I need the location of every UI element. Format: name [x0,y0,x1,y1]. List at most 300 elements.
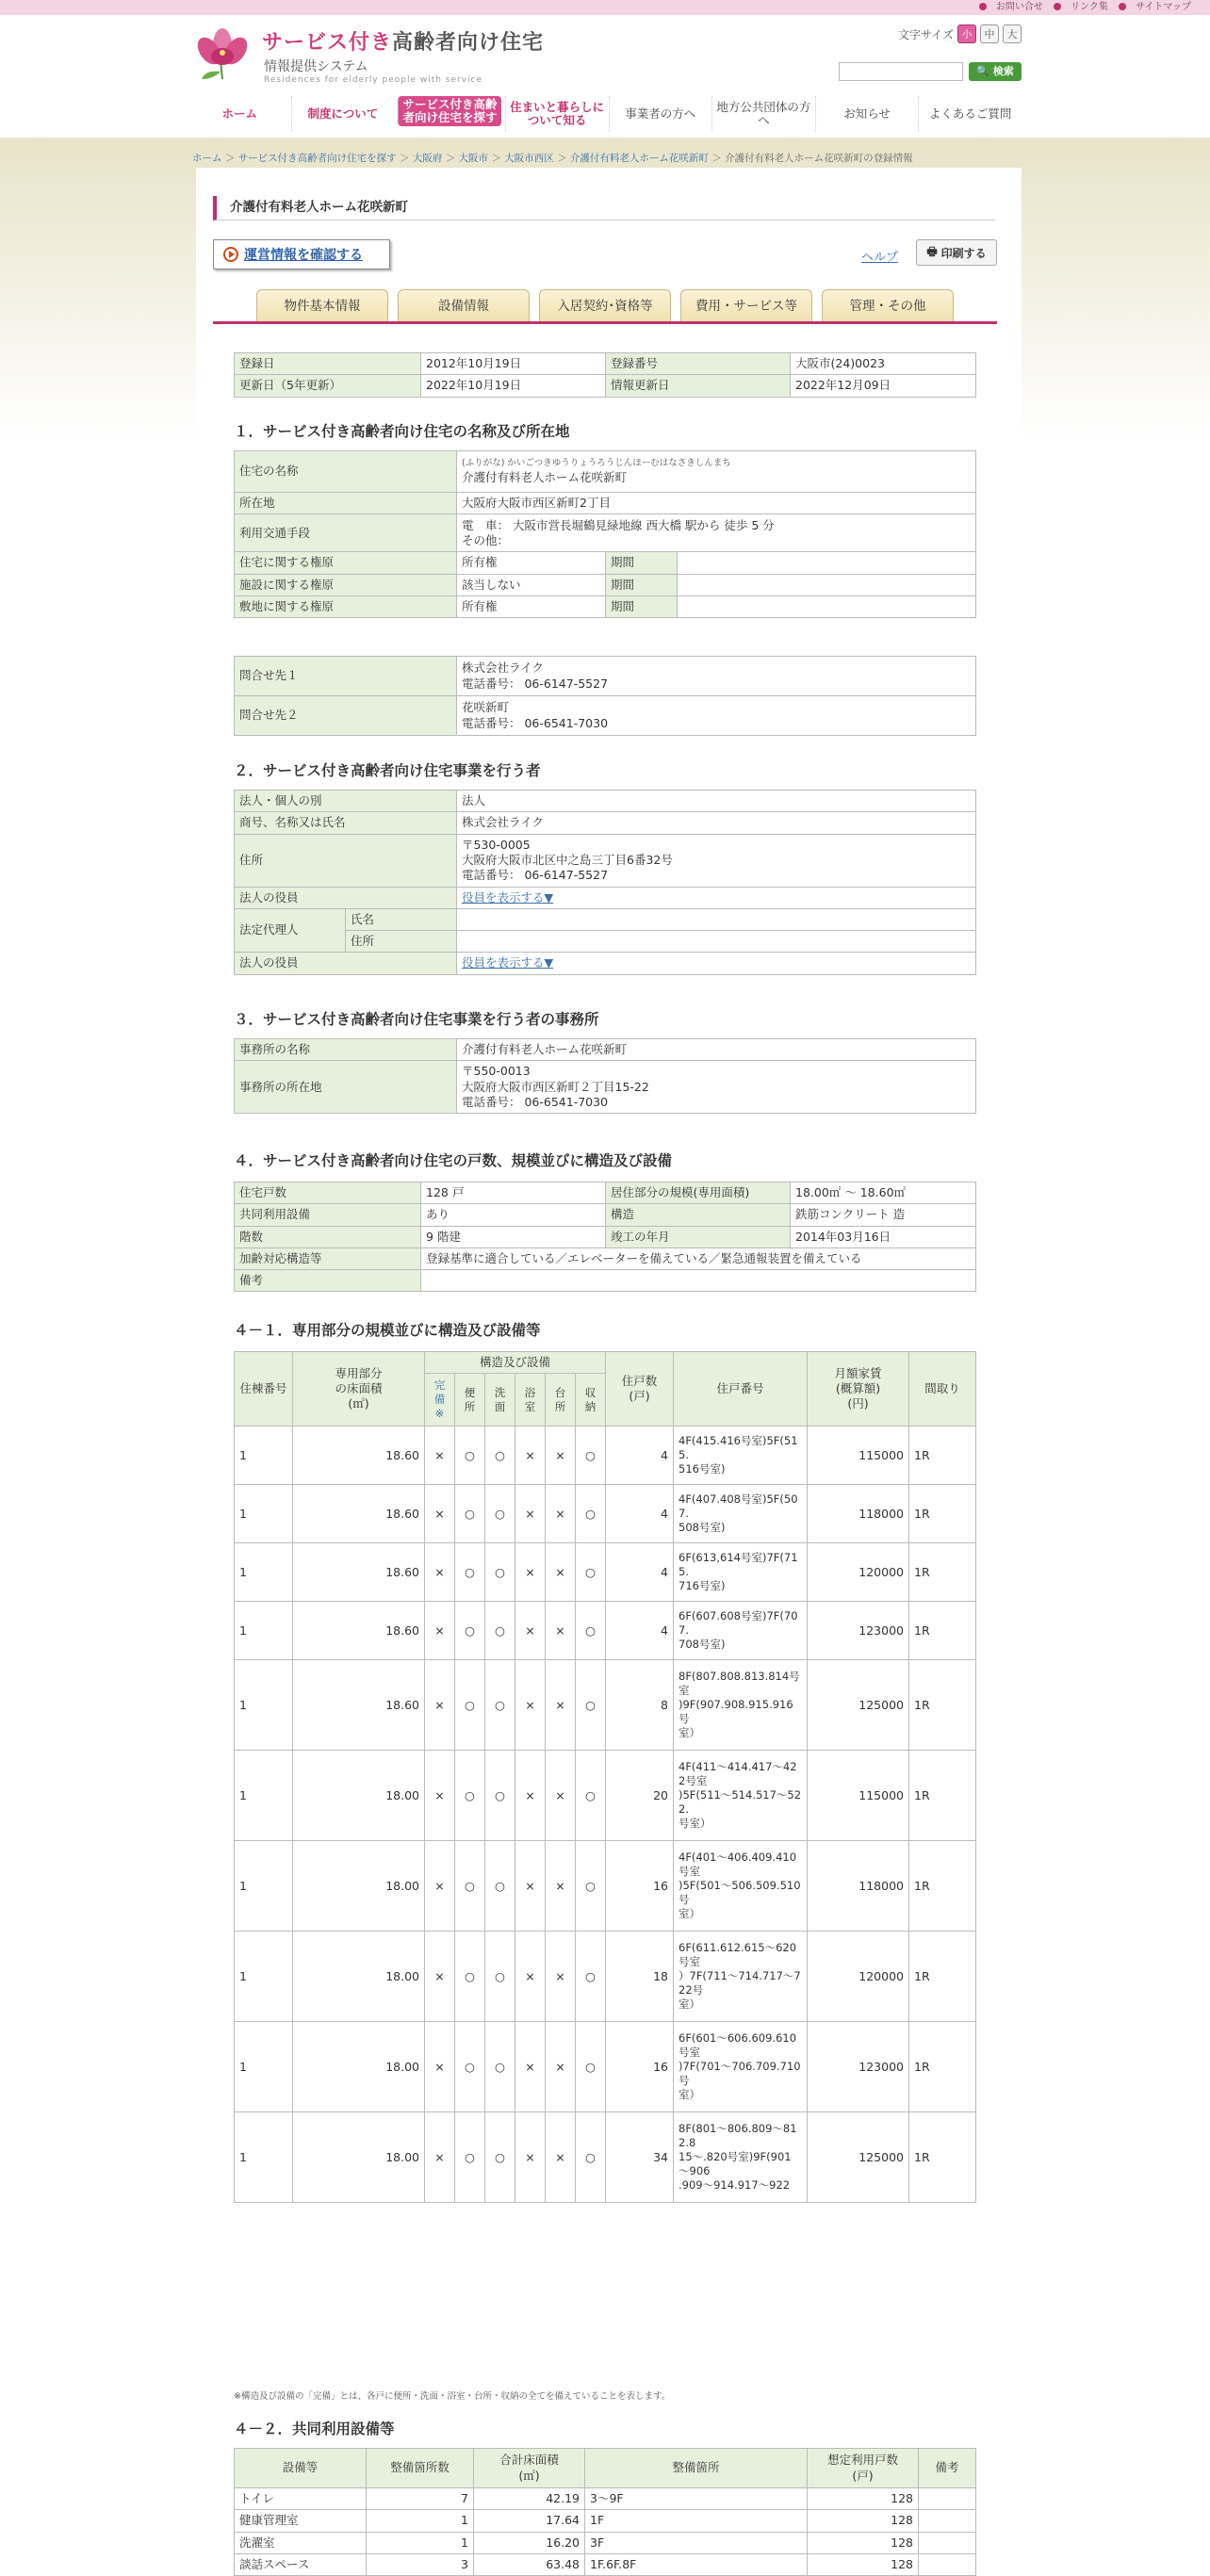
unit-row [235,1427,976,1485]
unit-cell-area: 18.00 [293,1841,425,1932]
unit-cell-w: ○ [485,2022,515,2112]
facility-cell-users: 128 [808,2532,919,2553]
page-title: 介護付有料老人ホーム花咲新町 [213,196,995,220]
unit-cell-ba: × [515,1932,546,2022]
help-link[interactable]: ヘルプ [861,251,899,265]
facility-cell-count: 7 [367,2488,474,2510]
unit-cell-lay: 1R [909,1751,976,1841]
facility-cell-place: 3～9F [585,2488,808,2510]
col-locations: 整備箇所 [585,2449,808,2488]
unit-cell-c: × [425,1427,455,1485]
unit-cell-t: ○ [455,1841,485,1932]
structure-label: 構造 [606,1204,791,1226]
right-facility: 該当しない [457,574,606,595]
breadcrumb: ホーム ＞ サービス付き高齢者向け住宅を探す ＞ 大阪府 ＞ 大阪市 ＞ 大阪市西区 ＞ 介護付有料老人ホーム花咲新町 ＞ 介護付有料老人ホーム花咲新町の登録情報 [192,153,913,164]
remarks-label: 備考 [235,1270,421,1292]
unit-row [235,1841,976,1932]
unit-cell-rent: 123000 [808,2022,909,2112]
unit-cell-c: × [425,1602,455,1660]
unit-cell-lay: 1R [909,2022,976,2112]
residence-name-label: 住宅の名称 [235,451,457,493]
operator-address-label: 住所 [235,834,457,887]
registration-table [234,352,976,398]
unit-cell-rent: 125000 [808,2112,909,2203]
unit-cell-n: 16 [606,1841,674,1932]
unit-cell-s: ○ [576,1751,606,1841]
unit-cell-t: ○ [455,1485,485,1543]
right-land-label: 敷地に関する権原 [235,595,457,617]
unit-cell-b: 1 [235,1485,293,1543]
unit-cell-rooms: 4F(415.416号室)5F(515. 516号室) [674,1427,808,1485]
unit-cell-ba: × [515,2112,546,2203]
unit-cell-ba: × [515,1841,546,1932]
show-officers-link[interactable]: 役員を表示する▼ [462,889,554,905]
facility-cell-count: 1 [367,2532,474,2553]
trade-name: 株式会社ライク [457,812,976,834]
section-4-table [234,1182,976,1292]
access-train: 電 車： 大阪市営長堀鶴見緑地線 西大橋 駅から 徒歩 5 分 [462,517,775,532]
unit-cell-s: ○ [576,1841,606,1932]
unit-cell-s: ○ [576,1543,606,1602]
officer-label: 法人の役員 [235,887,457,908]
unit-cell-n: 4 [606,1602,674,1660]
barrier-free: 登録基準に適合している／エレベーターを備えている／緊急通報装置を備えている [421,1247,976,1269]
unit-cell-k: × [546,1660,576,1751]
section-3-heading: ３．サービス付き高齢者向け住宅事業を行う者の事務所 [234,1011,599,1028]
unit-cell-b: 1 [235,1841,293,1932]
unit-cell-rent: 118000 [808,1841,909,1932]
unit-cell-ba: × [515,1427,546,1485]
unit-cell-k: × [546,1751,576,1841]
breadcrumb-prefecture[interactable]: 大阪府 [412,153,443,164]
facility-cell-name: 談話スペース [235,2553,367,2575]
facility-cell-place: 3F [585,2532,808,2553]
tab-costs[interactable]: 費用・サービス等 [680,289,812,321]
facility-cell-note [919,2510,976,2532]
unit-cell-area: 18.60 [293,1485,425,1543]
unit-cell-n: 20 [606,1751,674,1841]
sitemap-link[interactable]: サイトマップ [1119,2,1191,12]
unit-cell-area: 18.00 [293,1751,425,1841]
agent-name-label: 氏名 [346,908,457,930]
unit-cell-ba: × [515,1751,546,1841]
structure: 鉄筋コンクリート 造 [791,1204,976,1226]
unit-cell-w: ○ [485,1543,515,1602]
unit-cell-n: 4 [606,1427,674,1485]
facility-cell-place: 1F [585,2510,808,2532]
operator-address: 大阪府大阪市北区中之島三丁目6番32号 [462,852,673,867]
unit-cell-b: 1 [235,1660,293,1751]
section-4-1-heading: ４－１．専用部分の規模並びに構造及び設備等 [234,1322,541,1339]
unit-cell-rooms: 6F(607.608号室)7F(707. 708号室) [674,1602,808,1660]
reg-no: 大阪市(24)0023 [791,353,976,375]
unit-cell-k: × [546,1932,576,2022]
unit-cell-lay: 1R [909,1485,976,1543]
unit-cell-b: 1 [235,2022,293,2112]
barrier-free-label: 加齢対応構造等 [235,1247,421,1269]
nav-news[interactable]: お知らせ [815,96,919,132]
unit-cell-rent: 118000 [808,1485,909,1543]
unit-cell-rooms: 4F(401～406.409.410号室 )5F(501～506.509.510号 室） [674,1841,808,1932]
officer-label-2: 法人の役員 [235,953,457,974]
links-link[interactable]: リンク集 [1054,2,1108,12]
unit-cell-t: ○ [455,1602,485,1660]
main-content [196,168,1022,2571]
breadcrumb-ward[interactable]: 大阪市西区 [504,153,554,164]
unit-cell-lay: 1R [909,1543,976,1602]
nav-system[interactable]: 制度について [291,96,395,132]
access-other: その他： [462,532,510,547]
office-location-label: 事務所の所在地 [235,1061,457,1114]
unit-size-label: 居住部分の規模(専用面積) [606,1182,791,1204]
unit-cell-rooms: 6F(611.612.615～620号室 ）7F(711～714.717～722号 室） [674,1932,808,2022]
col-rent: 月額家賃 (概算額) (円) [808,1352,909,1427]
font-size-medium-button[interactable]: 中 [980,24,999,43]
facility-cell-users: 128 [808,2553,919,2575]
residence-name-ruby: (ふりがな) かいごつきゆうりょうろうじんほーむはなさきしんまち [462,458,731,469]
floors: 9 階建 [421,1226,606,1247]
common-facility-row [235,2488,976,2510]
legal-agent-label: 法定代理人 [235,908,346,953]
unit-cell-rent: 120000 [808,1543,909,1602]
col-kitchen: 台 所 [546,1374,576,1427]
unit-cell-area: 18.60 [293,1602,425,1660]
common-facility-row [235,2532,976,2553]
search-box [839,62,1022,81]
info-update-label: 情報更新日 [606,375,791,397]
unit-cell-t: ○ [455,2022,485,2112]
update-date: 2022年10月19日 [421,375,606,397]
unit-cell-ba: × [515,1543,546,1602]
tab-management[interactable]: 管理・その他 [822,289,954,321]
unit-cell-w: ○ [485,1660,515,1751]
unit-cell-area: 18.00 [293,2112,425,2203]
unit-cell-area: 18.60 [293,1427,425,1485]
facility-cell-name: 洗濯室 [235,2532,367,2553]
unit-cell-b: 1 [235,1751,293,1841]
unit-cell-k: × [546,1427,576,1485]
unit-cell-c: × [425,2112,455,2203]
unit-cell-rooms: 8F(807.808.813.814号室 )9F(907.908.915.916号 室） [674,1660,808,1751]
unit-cell-lay: 1R [909,1932,976,2022]
entity-type: 法人 [457,791,976,812]
address: 大阪府大阪市西区新町2丁目 [457,493,976,514]
facility-cell-name: 健康管理室 [235,2510,367,2532]
unit-cell-s: ○ [576,1485,606,1543]
facility-cell-note [919,2488,976,2510]
unit-cell-area: 18.00 [293,1932,425,2022]
completion-label: 竣工の年月 [606,1226,791,1247]
unit-cell-rent: 123000 [808,1602,909,1660]
facility-cell-users: 128 [808,2510,919,2532]
main-nav [188,96,1022,132]
breadcrumb-current: 介護付有料老人ホーム花咲新町の登録情報 [725,153,913,164]
right-residence: 所有権 [457,552,606,574]
office-postal: 〒550-0013 [462,1064,531,1079]
office-name: 介護付有料老人ホーム花咲新町 [457,1039,976,1061]
contact-2-name: 花咲新町 [462,700,510,715]
tab-contract[interactable]: 入居契約･資格等 [539,289,671,321]
unit-cell-n: 18 [606,1932,674,2022]
info-update-date: 2022年12月09日 [791,375,976,397]
nav-living[interactable]: 住まいと暮らしについて知る [505,96,609,132]
unit-cell-ba: × [515,1660,546,1751]
contact-2-label: 問合せ先２ [235,696,457,736]
breadcrumb-facility[interactable]: 介護付有料老人ホーム花咲新町 [569,153,709,164]
unit-cell-c: × [425,1485,455,1543]
section-3-table [234,1038,976,1114]
col-storage: 収 納 [576,1374,606,1427]
common-facility-row [235,2510,976,2532]
unit-cell-t: ○ [455,1660,485,1751]
col-total-area: 合計床面積 (㎡) [474,2449,585,2488]
unit-cell-n: 34 [606,2112,674,2203]
unit-cell-b: 1 [235,1602,293,1660]
office-name-label: 事務所の名称 [235,1039,457,1061]
search-button[interactable]: 🔍 検索 [969,62,1022,81]
contact-1-name: 株式会社ライク [462,660,544,676]
section-2-table [234,790,976,975]
agent-address-label: 住所 [346,931,457,953]
operator-tel: 電話番号： 06-6147-5527 [462,868,609,883]
col-locations-count: 整備箇所数 [367,2449,474,2488]
unit-cell-rent: 120000 [808,1932,909,2022]
unit-table [234,1351,976,2203]
unit-cell-rooms: 6F(613,614号室)7F(715. 716号室) [674,1543,808,1602]
nav-home[interactable]: ホーム [221,106,258,121]
unit-cell-ba: × [515,1485,546,1543]
period-label: 期間 [606,552,678,574]
unit-cell-w: ○ [485,1602,515,1660]
unit-cell-k: × [546,1841,576,1932]
access-label: 利用交通手段 [235,514,457,552]
unit-cell-rooms: 4F(407.408号室)5F(507. 508号室) [674,1485,808,1543]
unit-cell-s: ○ [576,1660,606,1751]
unit-row [235,1485,976,1543]
printer-icon: 🖶 [926,244,938,258]
facility-cell-area: 42.19 [474,2488,585,2510]
address-label: 所在地 [235,493,457,514]
site-header [188,15,1022,134]
unit-row [235,2112,976,2203]
unit-cell-s: ○ [576,2022,606,2112]
col-toilet: 便 所 [455,1374,485,1427]
unit-row [235,2022,976,2112]
unit-cell-w: ○ [485,1427,515,1485]
unit-count: 128 戸 [421,1182,606,1204]
section-4-heading: ４．サービス付き高齢者向け住宅の戸数、規模並びに構造及び設備 [234,1152,673,1169]
unit-cell-lay: 1R [909,1660,976,1751]
facility-cell-count: 3 [367,2553,474,2575]
font-size-control [898,24,1022,43]
unit-cell-b: 1 [235,1427,293,1485]
unit-row [235,1660,976,1751]
contact-1-label: 問合せ先１ [235,657,457,696]
unit-cell-lay: 1R [909,1602,976,1660]
office-address: 大阪府大阪市西区新町２丁目15-22 [462,1079,649,1094]
unit-cell-rent: 125000 [808,1660,909,1751]
col-washbasin: 洗 面 [485,1374,515,1427]
col-facility: 設備等 [235,2449,367,2488]
unit-cell-k: × [546,2022,576,2112]
period-label: 期間 [606,574,678,595]
unit-cell-s: ○ [576,1427,606,1485]
unit-cell-k: × [546,1543,576,1602]
breadcrumb-home[interactable]: ホーム [192,153,222,164]
unit-cell-t: ○ [455,2112,485,2203]
floors-label: 階数 [235,1226,421,1247]
facility-cell-note [919,2532,976,2553]
unit-count-label: 住宅戸数 [235,1182,421,1204]
unit-cell-c: × [425,1660,455,1751]
facility-cell-area: 17.64 [474,2510,585,2532]
site-english-tagline: Residences for elderly people with service [264,75,483,85]
right-land: 所有権 [457,595,606,617]
unit-cell-n: 4 [606,1485,674,1543]
search-input[interactable] [839,62,963,81]
unit-cell-area: 18.60 [293,1543,425,1602]
unit-cell-w: ○ [485,1932,515,2022]
unit-cell-w: ○ [485,1751,515,1841]
unit-cell-t: ○ [455,1543,485,1602]
update-date-label: 更新日（5年更新） [235,375,421,397]
common-facility-row [235,2553,976,2575]
unit-cell-b: 1 [235,1543,293,1602]
facility-cell-name: トイレ [235,2488,367,2510]
unit-cell-area: 18.00 [293,2022,425,2112]
entity-type-label: 法人・個人の別 [235,791,457,812]
breadcrumb-search[interactable]: サービス付き高齢者向け住宅を探す [237,153,397,164]
contact-2-tel: 電話番号： 06-6541-7030 [462,715,609,730]
flower-logo-icon [188,24,256,83]
unit-row [235,1602,976,1660]
section-2-heading: ２．サービス付き高齢者向け住宅事業を行う者 [234,762,541,779]
unit-cell-rooms: 4F(411～414.417～422号室 )5F(511～514.517～522. 号室） [674,1751,808,1841]
show-officers-link-2[interactable]: 役員を表示する▼ [462,955,554,970]
nav-local-gov[interactable]: 地方公共団体の方へ [711,96,815,132]
col-expected-users: 想定利用戸数 (戸) [808,2449,919,2488]
play-icon [223,247,238,262]
common-facility-label: 共同利用設備 [235,1204,421,1226]
breadcrumb-city[interactable]: 大阪市 [458,153,489,164]
unit-cell-t: ○ [455,1932,485,2022]
col-note: 備考 [919,2449,976,2488]
office-tel: 電話番号： 06-6541-7030 [462,1094,609,1109]
unit-cell-rooms: 8F(801～806.809～812.8 15～.820号室)9F(901～906 .909～914.917～922 [674,2112,808,2203]
print-button[interactable]: 🖶 印刷する [916,239,997,266]
unit-cell-b: 1 [235,2112,293,2203]
unit-cell-s: ○ [576,1932,606,2022]
unit-cell-area: 18.60 [293,1660,425,1751]
equipment-note: ※構造及び設備の「完備」とは、各戸に便所・洗面・浴室・台所・収納の全てを備えていることを表します。 [234,2391,671,2402]
common-facility: あり [421,1204,606,1226]
operation-info-button[interactable]: 運営情報を確認する [213,239,390,269]
unit-cell-c: × [425,1932,455,2022]
nav-business[interactable]: 事業者の方へ [609,96,712,132]
contact-1-tel: 電話番号： 06-6147-5527 [462,676,609,691]
unit-cell-s: ○ [576,1602,606,1660]
residence-name: 介護付有料老人ホーム花咲新町 [462,469,628,484]
unit-cell-ba: × [515,1602,546,1660]
col-complete: 完 備 ※ [425,1374,455,1427]
col-layout: 間取り [909,1352,976,1427]
unit-cell-rent: 115000 [808,1751,909,1841]
detail-tabs [213,286,997,324]
facility-cell-area: 63.48 [474,2553,585,2575]
unit-cell-c: × [425,1751,455,1841]
contact-link[interactable]: お問い合せ [979,2,1043,12]
nav-search-residence[interactable]: サービス付き高齢者向け住宅を探す [398,96,501,126]
col-count: 住戸数 (戸) [606,1352,674,1427]
unit-cell-k: × [546,1485,576,1543]
reg-no-label: 登録番号 [606,353,791,375]
contact-table [234,656,976,736]
site-title[interactable]: サービス付き高齢者向け住宅 [262,31,545,55]
nav-faq[interactable]: よくあるご質問 [918,96,1022,132]
section-4-2-heading: ４－２．共同利用設備等 [234,2421,395,2437]
unit-cell-k: × [546,1602,576,1660]
unit-cell-s: ○ [576,2112,606,2203]
reg-date-label: 登録日 [235,353,421,375]
right-residence-label: 住宅に関する権原 [235,552,457,574]
font-size-large-button[interactable]: 大 [1003,24,1022,43]
unit-cell-c: × [425,2022,455,2112]
tab-basic-info[interactable]: 物件基本情報 [256,289,388,321]
font-size-small-button[interactable]: 小 [957,24,976,43]
facility-cell-count: 1 [367,2510,474,2532]
unit-size: 18.00㎡ ～ 18.60㎡ [791,1182,976,1204]
unit-cell-lay: 1R [909,1841,976,1932]
unit-cell-t: ○ [455,1427,485,1485]
right-facility-label: 施設に関する権原 [235,574,457,595]
operator-postal: 〒530-0005 [462,837,531,852]
unit-cell-c: × [425,1543,455,1602]
unit-cell-lay: 1R [909,1427,976,1485]
unit-cell-n: 8 [606,1660,674,1751]
completion-date: 2014年03月16日 [791,1226,976,1247]
facility-cell-users: 128 [808,2488,919,2510]
unit-cell-rooms: 6F(601～606.609.610号室 )7F(701～706.709.710号 室） [674,2022,808,2112]
col-equipment: 構造及び設備 [425,1352,606,1374]
unit-cell-lay: 1R [909,2112,976,2203]
unit-row [235,1751,976,1841]
unit-cell-t: ○ [455,1751,485,1841]
unit-cell-n: 4 [606,1543,674,1602]
unit-row [235,1932,976,2022]
facility-cell-note [919,2553,976,2575]
col-area: 専用部分 の床面積 (㎡) [293,1352,425,1427]
unit-row [235,1543,976,1602]
col-room-numbers: 住戸番号 [674,1352,808,1427]
unit-cell-k: × [546,2112,576,2203]
period-label: 期間 [606,595,678,617]
section-1-heading: １．サービス付き高齢者向け住宅の名称及び所在地 [234,423,570,440]
unit-cell-w: ○ [485,2112,515,2203]
reg-date: 2012年10月19日 [421,353,606,375]
unit-cell-n: 16 [606,2022,674,2112]
unit-cell-w: ○ [485,1841,515,1932]
unit-cell-w: ○ [485,1485,515,1543]
unit-cell-ba: × [515,2022,546,2112]
tab-facilities[interactable]: 設備情報 [398,289,530,321]
col-building: 住棟番号 [235,1352,293,1427]
section-1-table [234,450,976,618]
font-size-label: 文字サイズ [897,27,954,41]
col-bath: 浴 室 [515,1374,546,1427]
facility-cell-place: 1F.6F.8F [585,2553,808,2575]
utility-bar [0,0,1210,15]
site-subtitle: 情報提供システム [264,59,368,74]
